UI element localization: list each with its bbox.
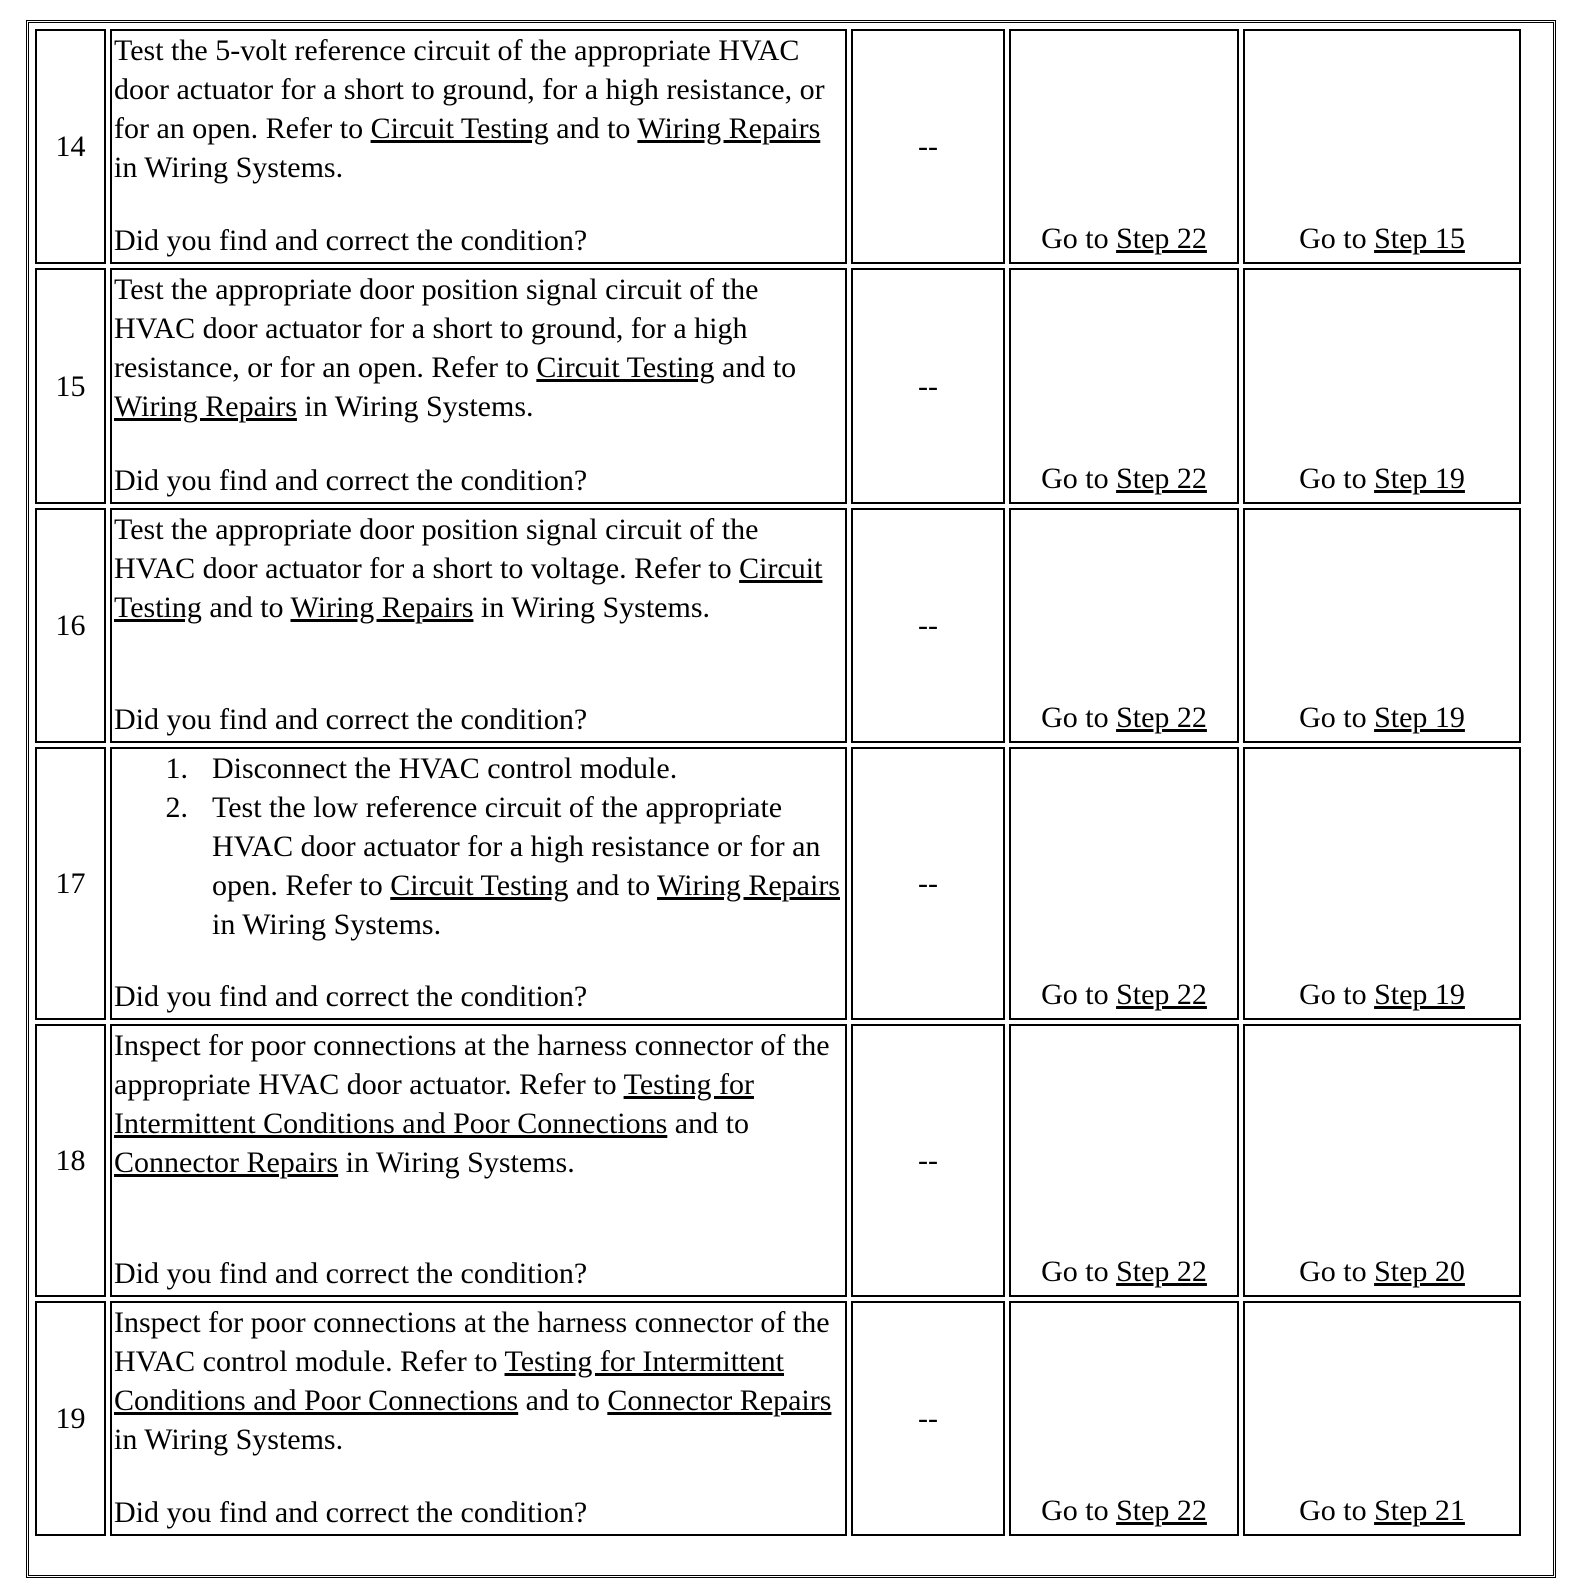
table-row — [35, 1024, 1521, 1297]
yes-cell: Go to Step 22 — [1009, 268, 1239, 504]
yes-step-link[interactable]: Step 22 — [1116, 1494, 1207, 1527]
table-row — [35, 508, 1521, 743]
no-step-link[interactable]: Step 21 — [1374, 1494, 1465, 1527]
value-cell: -- — [851, 508, 1005, 743]
action-question: Did you find and correct the condition? — [114, 1496, 588, 1529]
value-cell: -- — [851, 29, 1005, 264]
yes-cell: Go to Step 22 — [1009, 508, 1239, 743]
yes-cell: Go to Step 22 — [1009, 1024, 1239, 1297]
no-step-link[interactable]: Step 15 — [1374, 222, 1465, 255]
action-text: Test the appropriate door position signal circuit of the HVAC door actuator for a short to voltage. Refer to Circuit Testing and to Wiring Repairs in Wiring Systems. — [114, 513, 823, 624]
table-row — [35, 747, 1521, 1020]
no-step-link[interactable]: Step 19 — [1374, 978, 1465, 1011]
action-steps-list — [114, 749, 843, 944]
intermittent-conditions-link[interactable]: Testing for Intermittent Conditions and Poor Connections — [114, 1068, 754, 1140]
yes-step-link[interactable]: Step 22 — [1116, 462, 1207, 495]
no-step-link[interactable]: Step 19 — [1374, 462, 1465, 495]
yes-step-link[interactable]: Step 22 — [1116, 1255, 1207, 1288]
wiring-repairs-link[interactable]: Wiring Repairs — [114, 390, 297, 423]
value-cell: -- — [851, 1024, 1005, 1297]
no-step-link[interactable]: Step 19 — [1374, 701, 1465, 734]
yes-step-link[interactable]: Step 22 — [1116, 222, 1207, 255]
circuit-testing-link[interactable]: Circuit Testing — [536, 351, 715, 384]
step-number: 19 — [35, 1301, 106, 1536]
step-number: 16 — [35, 508, 106, 743]
connector-repairs-link[interactable]: Connector Repairs — [607, 1384, 832, 1417]
value-cell: -- — [851, 1301, 1005, 1536]
connector-repairs-link[interactable]: Connector Repairs — [114, 1146, 339, 1179]
wiring-repairs-link[interactable]: Wiring Repairs — [657, 869, 840, 902]
step-number: 14 — [35, 29, 106, 264]
action-cell — [110, 268, 847, 504]
value-cell: -- — [851, 268, 1005, 504]
yes-cell: Go to Step 22 — [1009, 1301, 1239, 1536]
action-cell — [110, 1024, 847, 1297]
value-cell: -- — [851, 747, 1005, 1020]
wiring-repairs-link[interactable]: Wiring Repairs — [637, 112, 821, 145]
circuit-testing-link[interactable]: Circuit Testing — [114, 552, 823, 624]
diagnostic-table-frame — [26, 20, 1556, 1578]
action-text: Test the appropriate door position signal circuit of the HVAC door actuator for a short to ground, for a high resistance, or for an open. Refer to Circuit Testing and to Wiring Repairs in Wiring Systems. — [114, 273, 797, 423]
step-number: 15 — [35, 268, 106, 504]
yes-step-link[interactable]: Step 22 — [1116, 978, 1207, 1011]
no-step-link[interactable]: Step 20 — [1374, 1255, 1465, 1288]
action-question: Did you find and correct the condition? — [114, 464, 588, 497]
circuit-testing-link[interactable]: Circuit Testing — [370, 112, 549, 145]
action-question: Did you find and correct the condition? — [114, 1257, 588, 1290]
no-cell: Go to Step 20 — [1243, 1024, 1521, 1297]
wiring-repairs-link[interactable]: Wiring Repairs — [290, 591, 474, 624]
no-cell: Go to Step 15 — [1243, 29, 1521, 264]
no-cell: Go to Step 19 — [1243, 268, 1521, 504]
diagnostic-steps-table — [31, 25, 1525, 1540]
table-row — [35, 1301, 1521, 1536]
step-number: 17 — [35, 747, 106, 1020]
intermittent-conditions-link[interactable]: Testing for Intermittent Conditions and Poor Connections — [114, 1345, 785, 1417]
step-number: 18 — [35, 1024, 106, 1297]
circuit-testing-link[interactable]: Circuit Testing — [390, 869, 569, 902]
no-cell: Go to Step 19 — [1243, 747, 1521, 1020]
action-question: Did you find and correct the condition? — [114, 703, 588, 736]
table-row — [35, 29, 1521, 264]
action-cell — [110, 29, 847, 264]
action-cell — [110, 747, 847, 1020]
no-cell: Go to Step 19 — [1243, 508, 1521, 743]
action-text: Inspect for poor connections at the harness connector of the HVAC control module. Refer to Testing for Intermittent Conditions and Poor Connections and to Connector Repairs in Wiring Systems. — [114, 1306, 832, 1456]
list-item: 1. Disconnect the HVAC control module. — [165, 752, 678, 785]
action-question: Did you find and correct the condition? — [114, 224, 588, 257]
list-item: 2. Test the low reference circuit of the appropriate HVAC door actuator for a high resistance or for an open. Refer to Circuit Testing and to Wiring Repairs in Wiring Systems. — [165, 791, 840, 941]
action-text: Inspect for poor connections at the harness connector of the appropriate HVAC door actuator. Refer to Testing for Intermittent Conditions and Poor Connections and to Connector Repairs in Wiring Systems. — [114, 1029, 830, 1179]
yes-step-link[interactable]: Step 22 — [1116, 701, 1207, 734]
no-cell: Go to Step 21 — [1243, 1301, 1521, 1536]
action-cell — [110, 508, 847, 743]
yes-cell: Go to Step 22 — [1009, 747, 1239, 1020]
yes-cell: Go to Step 22 — [1009, 29, 1239, 264]
action-text: Test the 5-volt reference circuit of the appropriate HVAC door actuator for a short to ground, for a high resistance, or for an open. Refer to Circuit Testing and to Wiring Repairs in Wiring Systems. — [114, 34, 825, 184]
table-row — [35, 268, 1521, 504]
action-question: Did you find and correct the condition? — [114, 980, 588, 1013]
action-cell — [110, 1301, 847, 1536]
